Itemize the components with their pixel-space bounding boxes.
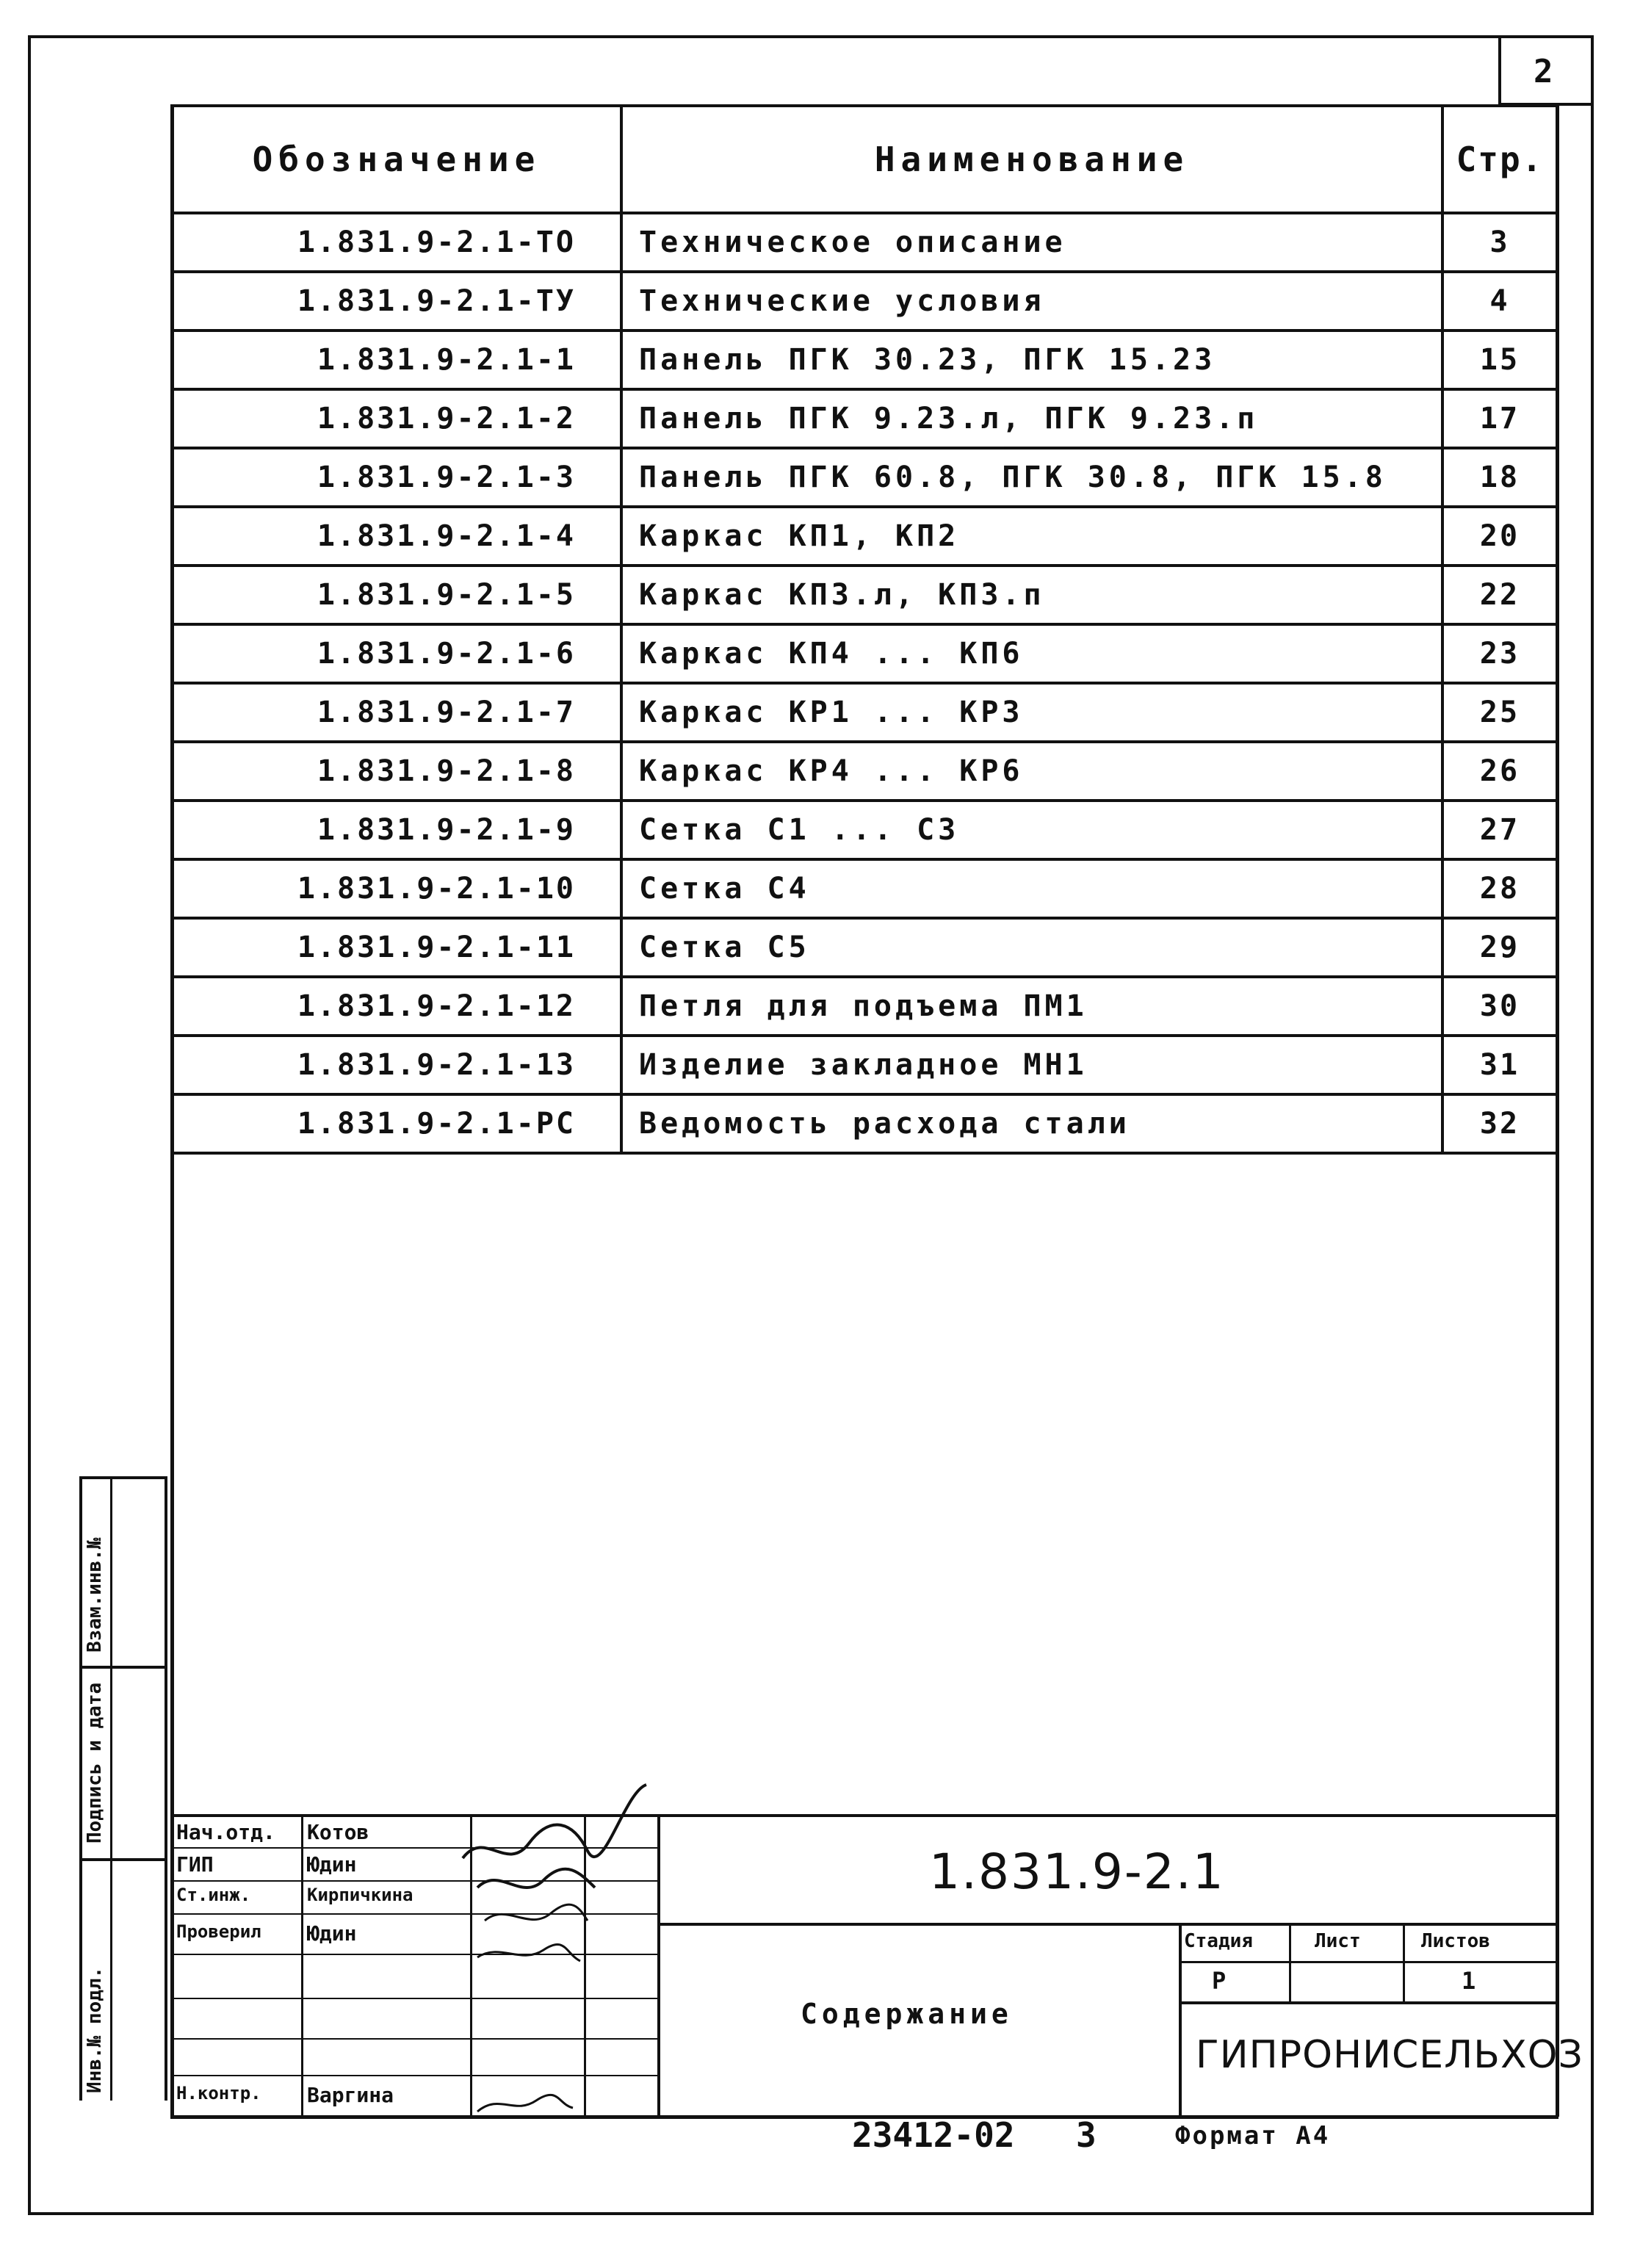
- inv-no-label: Инв.№ подл.: [84, 1966, 106, 2093]
- side-strip-div2: [79, 1858, 167, 1861]
- tb-stage-col1: [1289, 1923, 1291, 2002]
- row-name: Сетка С4: [621, 859, 1442, 918]
- tb-stage-row1: [1179, 1961, 1558, 1963]
- row-code: 1.831.9-2.1-1: [172, 331, 621, 389]
- row-page: 4: [1442, 272, 1557, 331]
- contents-table: [170, 104, 1558, 1155]
- row-code: 1.831.9-2.1-2: [172, 389, 621, 448]
- row-code: 1.831.9-2.1-12: [172, 977, 621, 1036]
- row-name: Каркас КР4 ... КР6: [621, 742, 1442, 801]
- header-page: Стр.: [1442, 106, 1557, 213]
- row-code: 1.831.9-2.1-11: [172, 918, 621, 977]
- table-row: [172, 624, 1557, 683]
- row-page: 27: [1442, 801, 1557, 859]
- row-page: 25: [1442, 683, 1557, 742]
- copy-number: 3: [1076, 2115, 1097, 2155]
- row-code: 1.831.9-2.1-10: [172, 859, 621, 918]
- row-page: 17: [1442, 389, 1557, 448]
- side-strip-col: [110, 1476, 112, 2101]
- row-name: Панель ПГК 60.8, ПГК 30.8, ПГК 15.8: [621, 448, 1442, 507]
- row-code: 1.831.9-2.1-9: [172, 801, 621, 859]
- row-code: 1.831.9-2.1-13: [172, 1036, 621, 1094]
- row-name: Технические условия: [621, 272, 1442, 331]
- staff-role-1: ГИП: [176, 1852, 214, 1877]
- row-page: 18: [1442, 448, 1557, 507]
- side-strip-top: [79, 1476, 167, 1479]
- row-page: 3: [1442, 213, 1557, 272]
- document-title: Содержание: [801, 1998, 1013, 2030]
- table-row: [172, 683, 1557, 742]
- sign-date-label: Подпись и дата: [84, 1682, 106, 1843]
- staff-name-4: Варгина: [307, 2083, 394, 2107]
- row-page: 29: [1442, 918, 1557, 977]
- table-row: [172, 566, 1557, 624]
- sheets-value: 1: [1462, 1967, 1476, 1995]
- row-page: 32: [1442, 1094, 1557, 1153]
- row-code: 1.831.9-2.1-7: [172, 683, 621, 742]
- row-name: Каркас КП4 ... КП6: [621, 624, 1442, 683]
- row-page: 23: [1442, 624, 1557, 683]
- header-name: Наименование: [621, 106, 1442, 213]
- staff-role-0: Нач.отд.: [176, 1820, 275, 1844]
- row-code: 1.831.9-2.1-4: [172, 507, 621, 566]
- sheet-border-top: [28, 35, 1594, 38]
- row-name: Каркас КП3.л, КП3.п: [621, 566, 1442, 624]
- table-body: [172, 213, 1557, 1153]
- row-code: 1.831.9-2.1-РС: [172, 1094, 621, 1153]
- row-code: 1.831.9-2.1-3: [172, 448, 621, 507]
- table-row: [172, 742, 1557, 801]
- row-code: 1.831.9-2.1-5: [172, 566, 621, 624]
- staff-name-3: Юдин: [307, 1921, 357, 1946]
- tb-top: [170, 1814, 1558, 1817]
- row-name: Техническое описание: [621, 213, 1442, 272]
- archive-number: 23412-02: [852, 2115, 1015, 2155]
- table-row: [172, 977, 1557, 1036]
- row-code: 1.831.9-2.1-ТУ: [172, 272, 621, 331]
- tb-designation-bottom: [657, 1923, 1558, 1926]
- row-page: 15: [1442, 331, 1557, 389]
- tb-stage-sep: [1179, 1923, 1182, 2117]
- header-code: Обозначение: [172, 106, 621, 213]
- row-page: 30: [1442, 977, 1557, 1036]
- format-label: Формат А4: [1175, 2121, 1331, 2150]
- row-name: Панель ПГК 9.23.л, ПГК 9.23.п: [621, 389, 1442, 448]
- row-code: 1.831.9-2.1-ТО: [172, 213, 621, 272]
- staff-name-2: Кирпичкина: [307, 1885, 413, 1905]
- side-strip-left: [79, 1476, 82, 2101]
- organization: ГИПРОНИСЕЛЬХОЗ: [1196, 2033, 1583, 2077]
- row-name: Сетка С1 ... С3: [621, 801, 1442, 859]
- table-row: [172, 213, 1557, 272]
- stage-value: Р: [1212, 1967, 1227, 1995]
- table-header-row: [172, 106, 1557, 213]
- staff-name-0: Котов: [307, 1820, 369, 1844]
- row-name: Ведомость расхода стали: [621, 1094, 1442, 1153]
- row-page: 22: [1442, 566, 1557, 624]
- designation: 1.831.9-2.1: [929, 1843, 1225, 1900]
- tb-stage-col2: [1403, 1923, 1405, 2002]
- row-page: 31: [1442, 1036, 1557, 1094]
- row-name: Каркас КП1, КП2: [621, 507, 1442, 566]
- sheets-label: Листов: [1421, 1930, 1490, 1952]
- row-code: 1.831.9-2.1-8: [172, 742, 621, 801]
- table-row: [172, 801, 1557, 859]
- side-strip-right: [165, 1476, 167, 2101]
- table-row: [172, 448, 1557, 507]
- table-row: [172, 918, 1557, 977]
- staff-role-2: Ст.инж.: [176, 1885, 251, 1905]
- tb-stage-row2: [1179, 2001, 1558, 2004]
- table-row: [172, 507, 1557, 566]
- staff-role-4: Н.контр.: [176, 2083, 261, 2103]
- table-row: [172, 331, 1557, 389]
- replace-inv-label: Взам.инв.№: [84, 1537, 106, 1653]
- row-name: Каркас КР1 ... КР3: [621, 683, 1442, 742]
- staff-col1: [301, 1814, 303, 2117]
- table-row: [172, 1036, 1557, 1094]
- staff-role-3: Проверил: [176, 1921, 261, 1942]
- signatures: [441, 1777, 661, 2115]
- table-row: [172, 389, 1557, 448]
- sheet-border-left: [28, 35, 31, 2215]
- row-page: 28: [1442, 859, 1557, 918]
- sheet-number-box-left: [1498, 35, 1501, 106]
- row-name: Изделие закладное МН1: [621, 1036, 1442, 1094]
- row-page: 26: [1442, 742, 1557, 801]
- table-row: [172, 1094, 1557, 1153]
- staff-name-1: Юдин: [307, 1852, 357, 1877]
- row-name: Сетка С5: [621, 918, 1442, 977]
- side-strip-div1: [79, 1666, 167, 1669]
- table-row: [172, 859, 1557, 918]
- sheet-border-right: [1591, 35, 1594, 2215]
- sheet-border-bottom: [28, 2212, 1594, 2215]
- sheet-label: Лист: [1315, 1930, 1361, 1952]
- row-page: 20: [1442, 507, 1557, 566]
- row-code: 1.831.9-2.1-6: [172, 624, 621, 683]
- row-name: Петля для подъема ПМ1: [621, 977, 1442, 1036]
- stage-label: Стадия: [1184, 1930, 1253, 1952]
- sheet-number: 2: [1534, 53, 1553, 90]
- row-name: Панель ПГК 30.23, ПГК 15.23: [621, 331, 1442, 389]
- table-row: [172, 272, 1557, 331]
